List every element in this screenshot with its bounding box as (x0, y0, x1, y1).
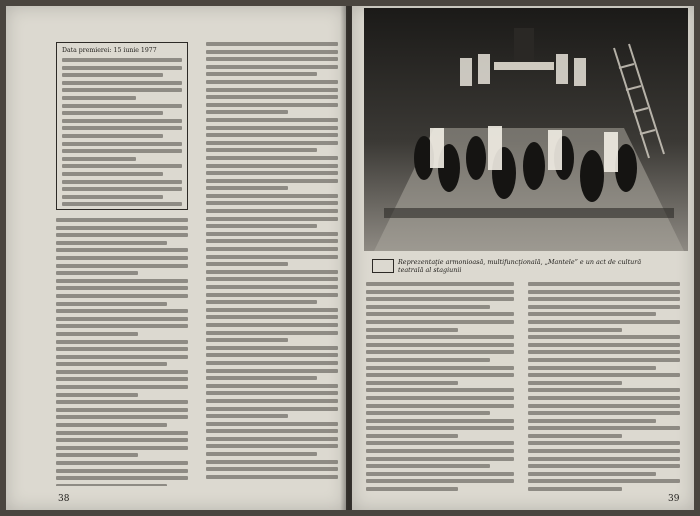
right-column-a-text (366, 282, 514, 496)
text-line (528, 381, 622, 385)
text-line (206, 346, 338, 350)
text-line (56, 294, 188, 298)
text-line (206, 429, 338, 433)
text-line (366, 282, 514, 286)
text-line (528, 320, 680, 324)
text-line (366, 350, 514, 354)
text-line (366, 441, 514, 445)
text-line (366, 449, 514, 453)
text-line (206, 300, 317, 304)
text-line (56, 264, 188, 268)
text-line (56, 362, 167, 366)
text-line (206, 361, 338, 365)
text-line (528, 290, 680, 294)
text-line (56, 393, 138, 397)
text-line (56, 370, 188, 374)
text-line (206, 376, 317, 380)
text-line (528, 487, 622, 491)
text-line (56, 332, 138, 336)
credits-text-block (62, 58, 182, 206)
text-line (56, 476, 188, 480)
text-line (366, 388, 514, 392)
premiere-date: Data premierei: 15 iunie 1977 (62, 47, 157, 54)
text-line (528, 297, 680, 301)
text-line (366, 419, 514, 423)
text-line (366, 335, 514, 339)
text-line (56, 431, 188, 435)
right-column-b-text (528, 282, 680, 496)
text-line (206, 338, 288, 342)
text-line (56, 302, 167, 306)
text-line (528, 464, 680, 468)
text-line (206, 369, 338, 373)
text-line (56, 226, 188, 230)
text-line (366, 312, 514, 316)
text-line (206, 475, 338, 479)
text-line (62, 58, 182, 62)
text-line (366, 479, 514, 483)
text-line (366, 320, 514, 324)
text-line (206, 239, 338, 243)
text-line (206, 391, 338, 395)
text-line (56, 385, 188, 389)
text-line (62, 111, 163, 115)
text-line (56, 256, 188, 260)
text-line (56, 408, 188, 412)
text-line (206, 255, 338, 259)
text-line (528, 457, 680, 461)
text-line (62, 126, 182, 130)
text-line (528, 426, 680, 430)
text-line (206, 452, 317, 456)
text-line (366, 366, 514, 370)
text-line (56, 423, 167, 427)
text-line (62, 73, 163, 77)
text-line (366, 290, 514, 294)
text-line (206, 186, 288, 190)
text-line (528, 328, 622, 332)
text-line (206, 65, 338, 69)
text-line (528, 441, 680, 445)
caption-frame-icon (372, 259, 394, 273)
text-line (366, 472, 514, 476)
left-column-a-text (56, 218, 188, 486)
text-line (62, 172, 163, 176)
text-line (528, 419, 656, 423)
text-line (366, 434, 458, 438)
text-line (206, 353, 338, 357)
text-line (206, 194, 338, 198)
text-line (206, 80, 338, 84)
text-line (528, 434, 622, 438)
text-line (62, 157, 136, 161)
text-line (56, 248, 188, 252)
text-line (206, 72, 317, 76)
text-line (56, 400, 188, 404)
text-line (528, 449, 680, 453)
text-line (206, 270, 338, 274)
text-line (56, 438, 188, 442)
text-line (62, 81, 182, 85)
text-line (206, 293, 338, 297)
text-line (206, 156, 338, 160)
text-line (56, 347, 188, 351)
stage-photo-illustration (364, 8, 688, 251)
text-line (56, 324, 188, 328)
text-line (62, 66, 182, 70)
text-line (206, 148, 317, 152)
text-line (366, 358, 490, 362)
text-line (56, 340, 188, 344)
text-line (206, 103, 338, 107)
text-line (62, 180, 182, 184)
text-line (206, 57, 338, 61)
text-line (56, 309, 188, 313)
text-line (206, 201, 338, 205)
text-line (206, 308, 338, 312)
text-line (366, 381, 458, 385)
text-line (206, 331, 338, 335)
text-line (206, 110, 288, 114)
text-line (56, 271, 138, 275)
text-line (56, 218, 188, 222)
text-line (206, 414, 288, 418)
text-line (56, 355, 188, 359)
text-line (62, 202, 182, 206)
text-line (206, 42, 338, 46)
text-line (62, 187, 182, 191)
text-line (528, 350, 680, 354)
text-line (56, 241, 167, 245)
text-line (206, 95, 338, 99)
text-line (206, 118, 338, 122)
text-line (62, 88, 182, 92)
page-number-left: 38 (58, 494, 70, 504)
text-line (206, 141, 338, 145)
text-line (62, 119, 182, 123)
text-line (206, 232, 338, 236)
text-line (528, 373, 680, 377)
text-line (366, 373, 514, 377)
text-line (366, 305, 490, 309)
text-line (528, 411, 680, 415)
text-line (528, 479, 680, 483)
page-number-right: 39 (668, 494, 680, 504)
text-line (62, 164, 182, 168)
text-line (206, 444, 338, 448)
text-line (366, 404, 514, 408)
text-line (62, 96, 136, 100)
text-line (366, 328, 458, 332)
left-page (6, 6, 346, 510)
text-line (366, 396, 514, 400)
text-line (366, 464, 490, 468)
text-line (206, 247, 338, 251)
theatre-stage-photo (364, 8, 688, 251)
right-page (352, 6, 694, 510)
text-line (56, 279, 188, 283)
text-line (56, 377, 188, 381)
text-line (206, 88, 338, 92)
text-line (528, 358, 680, 362)
text-line (366, 487, 458, 491)
text-line (56, 484, 167, 486)
text-line (206, 171, 338, 175)
text-line (528, 396, 680, 400)
photo-caption-line-2: teatrală al stagiunii (398, 266, 462, 275)
text-line (62, 104, 182, 108)
text-line (206, 285, 338, 289)
text-line (528, 388, 680, 392)
photo-caption-line-1: Reprezentaţie armonioasă, multifuncţională, „Mantele” e un act de cultură (398, 258, 642, 266)
text-line (206, 133, 338, 137)
text-line (528, 312, 656, 316)
text-line (56, 286, 188, 290)
text-line (206, 50, 338, 54)
text-line (206, 262, 288, 266)
text-line (56, 317, 188, 321)
text-line (206, 384, 338, 388)
credits-box (56, 42, 188, 210)
text-line (528, 366, 656, 370)
text-line (206, 437, 338, 441)
text-line (206, 224, 317, 228)
text-line (528, 404, 680, 408)
text-line (366, 343, 514, 347)
text-line (206, 217, 338, 221)
text-line (56, 415, 188, 419)
text-line (206, 126, 338, 130)
text-line (366, 426, 514, 430)
text-line (56, 233, 188, 237)
text-line (206, 399, 338, 403)
text-line (206, 277, 338, 281)
text-line (56, 453, 138, 457)
text-line (206, 179, 338, 183)
text-line (62, 195, 163, 199)
text-line (62, 149, 182, 153)
text-line (366, 297, 514, 301)
text-line (528, 282, 680, 286)
text-line (528, 335, 680, 339)
text-line (62, 134, 163, 138)
text-line (366, 411, 490, 415)
text-line (206, 422, 338, 426)
text-line (206, 209, 338, 213)
text-line (206, 323, 338, 327)
text-line (528, 305, 680, 309)
text-line (528, 343, 680, 347)
photo-caption (398, 258, 684, 275)
text-line (366, 457, 514, 461)
text-line (528, 472, 656, 476)
text-line (56, 461, 188, 465)
text-line (206, 407, 338, 411)
text-line (62, 142, 182, 146)
left-column-b-text (206, 42, 338, 486)
text-line (206, 460, 338, 464)
text-line (206, 315, 338, 319)
text-line (56, 469, 188, 473)
text-line (206, 467, 338, 471)
text-line (206, 164, 338, 168)
text-line (56, 446, 188, 450)
